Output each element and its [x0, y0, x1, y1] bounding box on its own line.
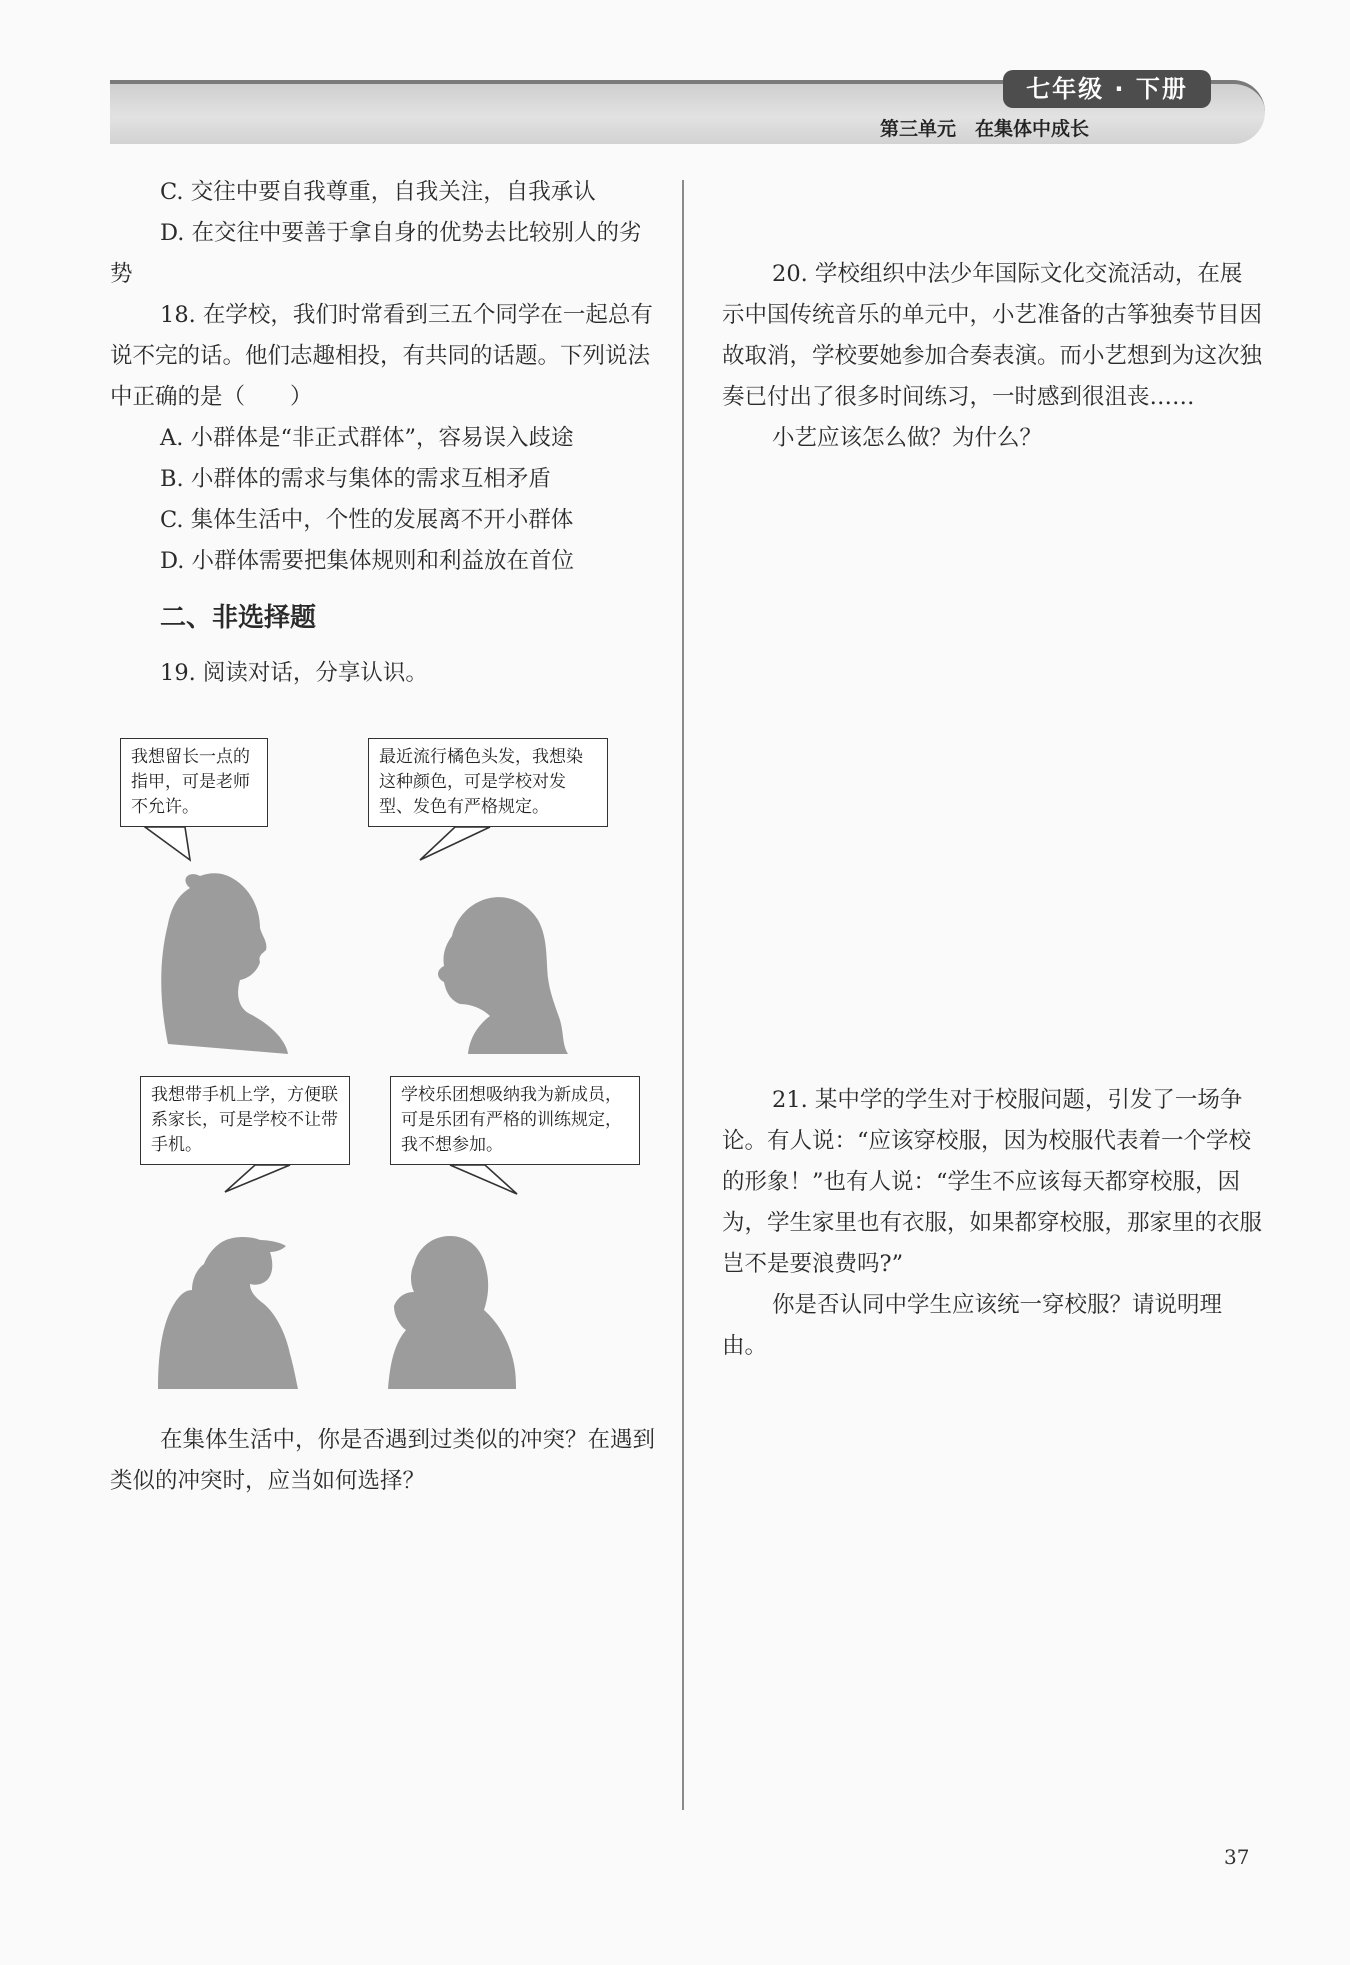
q19-question: 在集体生活中，你是否遇到过类似的冲突？在遇到类似的冲突时，应当如何选择？	[110, 1427, 656, 1494]
q18-option-c: C. 集体生活中，个性的发展离不开小群体	[160, 507, 574, 533]
q20-question: 小艺应该怎么做？为什么？	[772, 425, 1043, 451]
boy-with-cap-silhouette-icon	[158, 1237, 298, 1389]
bubble-2-tail	[420, 827, 490, 860]
section-heading: 二、非选择题	[160, 603, 317, 633]
boy-thinking-silhouette-icon	[388, 1236, 516, 1389]
q18-option-a: A. 小群体是“非正式群体”，容易误入歧途	[160, 425, 574, 451]
girl-with-ponytail-silhouette-icon	[438, 897, 568, 1054]
q18-stem: 18. 在学校，我们时常看到三五个同学在一起总有说不完的话。他们志趣相投，有共同的话题。下列说法中正确的是（ ）	[110, 302, 653, 410]
bubble-3-tail	[225, 1165, 290, 1192]
dialogue-illustration	[110, 724, 650, 1424]
grade-tab: 七年级 · 下册	[1003, 70, 1211, 108]
q20-stem: 20. 学校组织中法少年国际文化交流活动，在展示中国传统音乐的单元中，小艺准备的古筝独奏节目因故取消，学校要她参加合奏表演。而小艺想到为这次独奏已付出了很多时间练习，一时感到很沮丧……	[722, 261, 1263, 410]
bubble-1-tail	[145, 827, 190, 860]
q18-option-b: B. 小群体的需求与集体的需求互相矛盾	[160, 466, 551, 492]
q19-question-block	[110, 1420, 655, 1502]
right-column	[722, 254, 1262, 459]
speech-bubble-1: 我想留长一点的指甲，可是老师不允许。	[120, 738, 268, 827]
q21-question: 你是否认同中学生应该统一穿校服？请说明理由。	[722, 1292, 1223, 1359]
q17-option-c: C. 交往中要自我尊重，自我关注，自我承认	[160, 179, 596, 205]
left-column	[110, 172, 655, 694]
q18-option-d: D. 小群体需要把集体规则和利益放在首位	[160, 548, 575, 574]
speech-bubble-3: 我想带手机上学，方便联系家长，可是学校不让带手机。	[140, 1076, 350, 1165]
girl-with-braid-silhouette-icon	[161, 873, 288, 1054]
speech-bubble-2: 最近流行橘色头发，我想染这种颜色，可是学校对发型、发色有严格规定。	[368, 738, 608, 827]
q21-stem: 21. 某中学的学生对于校服问题，引发了一场争论。有人说：“应该穿校服，因为校服代表着一个学校的形象！”也有人说：“学生不应该每天都穿校服，因为，学生家里也有衣服，如果都穿校服，那家里的衣服岂不是要浪费吗?”	[722, 1087, 1263, 1277]
silhouettes-svg	[110, 724, 650, 1424]
right-column-q21	[722, 1080, 1262, 1367]
q19-stem: 19. 阅读对话，分享认识。	[160, 660, 428, 686]
column-divider	[682, 180, 684, 1810]
q17-option-d: D. 在交往中要善于拿自身的优势去比较别人的劣势	[110, 220, 642, 287]
bubble-4-tail	[450, 1165, 517, 1194]
page-number: 37	[1224, 1845, 1250, 1869]
unit-title: 第三单元 在集体中成长	[880, 118, 1090, 140]
speech-bubble-4: 学校乐团想吸纳我为新成员，可是乐团有严格的训练规定，我不想参加。	[390, 1076, 640, 1165]
